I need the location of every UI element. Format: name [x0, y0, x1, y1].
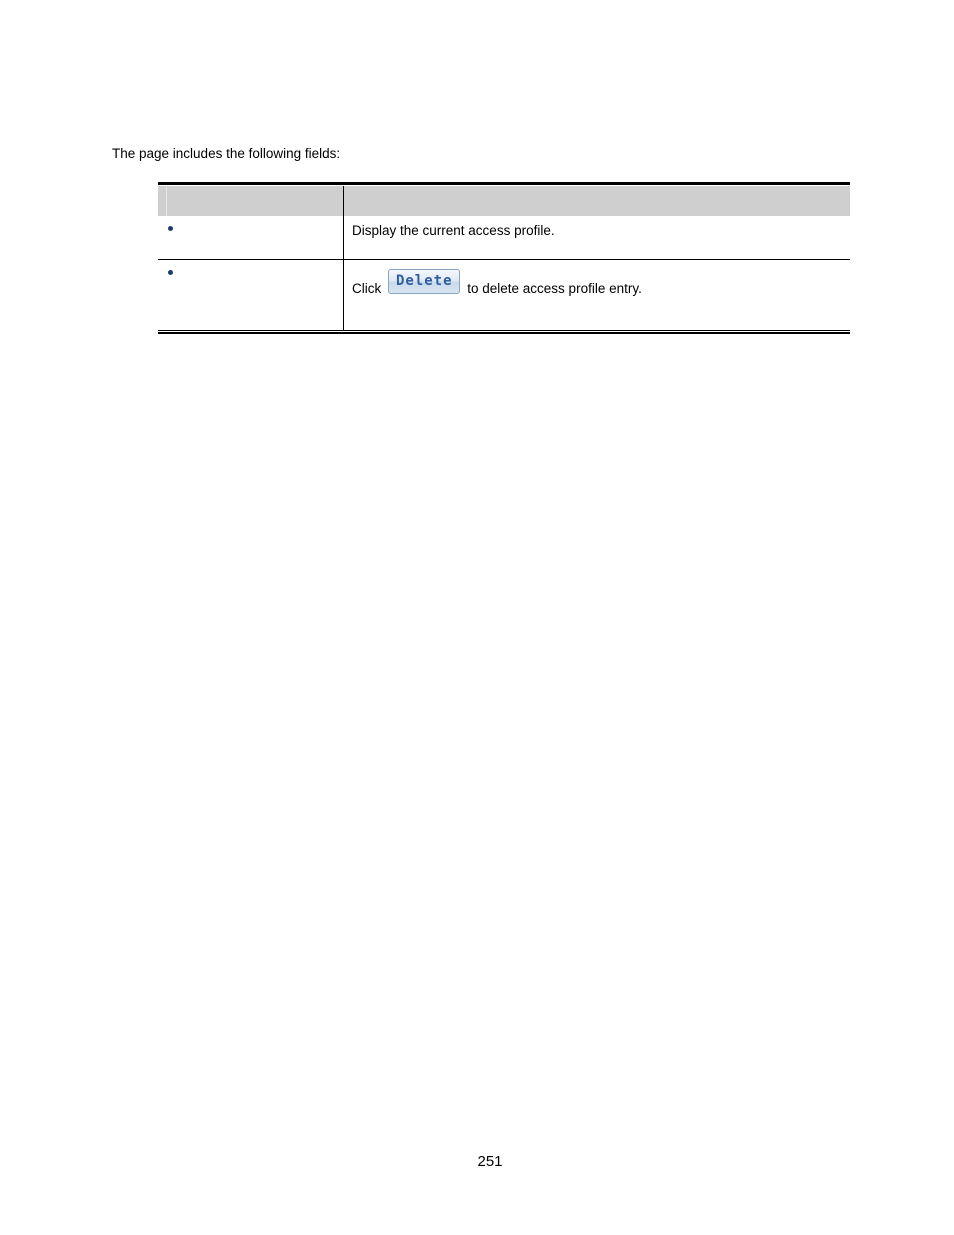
- table-row: [158, 260, 850, 330]
- header-object: [158, 186, 344, 216]
- table-bottom-rule: [158, 330, 850, 331]
- row-description: Display the current access profile.: [352, 223, 555, 238]
- bullet-icon: [168, 226, 173, 231]
- table-row: [158, 216, 850, 260]
- delete-button[interactable]: Delete: [388, 269, 460, 294]
- table-header-row: [158, 185, 850, 216]
- row-description-cell: [344, 260, 850, 330]
- description-suffix: to delete access profile entry.: [467, 281, 642, 296]
- table-bottom-rule-thick: [158, 332, 850, 334]
- header-description: [344, 186, 850, 216]
- row-description: [352, 272, 642, 297]
- page-number: 251: [477, 1153, 503, 1170]
- row-label-cell: [158, 260, 344, 330]
- intro-text: The page includes the following fields:: [112, 146, 341, 161]
- description-prefix: Click: [352, 281, 382, 296]
- bullet-icon: [168, 270, 173, 275]
- fields-table: [158, 182, 850, 334]
- row-description-cell: [344, 216, 850, 259]
- row-label-cell: [158, 216, 344, 259]
